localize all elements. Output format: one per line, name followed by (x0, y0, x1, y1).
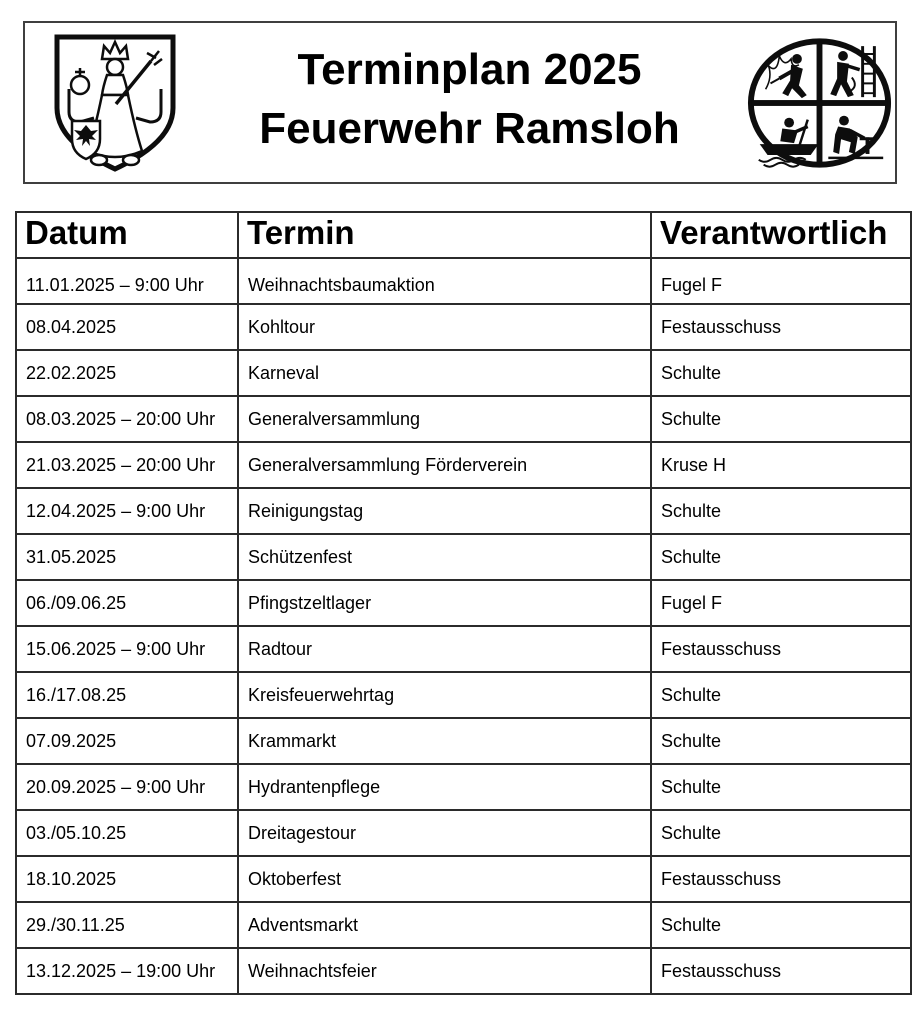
cell-termin: Pfingstzeltlager (238, 580, 651, 626)
title-line-1: Terminplan 2025 (297, 44, 642, 94)
cell-verantwortlich: Schulte (651, 718, 911, 764)
table-row (16, 580, 911, 626)
table-row (16, 856, 911, 902)
cell-datum: 03./05.10.25 (16, 810, 238, 856)
cell-termin: Kreisfeuerwehrtag (238, 672, 651, 718)
page-title (187, 40, 752, 158)
cell-datum: 12.04.2025 – 9:00 Uhr (16, 488, 238, 534)
cell-datum: 06./09.06.25 (16, 580, 238, 626)
cell-verantwortlich: Schulte (651, 810, 911, 856)
cell-termin: Oktoberfest (238, 856, 651, 902)
cell-verantwortlich: Schulte (651, 764, 911, 810)
cell-verantwortlich: Schulte (651, 350, 911, 396)
cell-termin: Generalversammlung Förderverein (238, 442, 651, 488)
feuerwehr-emblem-icon (746, 36, 893, 170)
cell-termin: Krammarkt (238, 718, 651, 764)
table-row (16, 442, 911, 488)
cell-verantwortlich: Schulte (651, 534, 911, 580)
cell-verantwortlich: Schulte (651, 396, 911, 442)
cell-datum: 11.01.2025 – 9:00 Uhr (16, 258, 238, 304)
column-header-datum: Datum (16, 212, 238, 258)
cell-datum: 08.04.2025 (16, 304, 238, 350)
table-row (16, 304, 911, 350)
cell-verantwortlich: Fugel F (651, 258, 911, 304)
table-row (16, 764, 911, 810)
cell-verantwortlich: Kruse H (651, 442, 911, 488)
cell-datum: 08.03.2025 – 20:00 Uhr (16, 396, 238, 442)
cell-datum: 31.05.2025 (16, 534, 238, 580)
schedule-table-body (16, 258, 911, 994)
cell-verantwortlich: Festausschuss (651, 626, 911, 672)
cell-termin: Dreitagestour (238, 810, 651, 856)
cell-verantwortlich: Festausschuss (651, 948, 911, 994)
table-row (16, 258, 911, 304)
table-row (16, 626, 911, 672)
cell-verantwortlich: Schulte (651, 488, 911, 534)
column-header-verantwortlich: Verantwortlich (651, 212, 911, 258)
cell-datum: 15.06.2025 – 9:00 Uhr (16, 626, 238, 672)
cell-datum: 21.03.2025 – 20:00 Uhr (16, 442, 238, 488)
table-row (16, 902, 911, 948)
cell-termin: Hydrantenpflege (238, 764, 651, 810)
cell-datum: 18.10.2025 (16, 856, 238, 902)
cell-verantwortlich: Schulte (651, 902, 911, 948)
table-header-row (16, 212, 911, 258)
header-banner (23, 21, 897, 184)
cell-datum: 20.09.2025 – 9:00 Uhr (16, 764, 238, 810)
table-row (16, 534, 911, 580)
table-row (16, 396, 911, 442)
schedule-table (15, 211, 912, 995)
cell-termin: Radtour (238, 626, 651, 672)
cell-termin: Weihnachtsfeier (238, 948, 651, 994)
saterland-crest-icon (49, 32, 181, 174)
cell-termin: Kohltour (238, 304, 651, 350)
table-row (16, 488, 911, 534)
cell-termin: Weihnachtsbaumaktion (238, 258, 651, 304)
table-row (16, 948, 911, 994)
cell-termin: Reinigungstag (238, 488, 651, 534)
cell-datum: 07.09.2025 (16, 718, 238, 764)
cell-termin: Generalversammlung (238, 396, 651, 442)
cell-verantwortlich: Festausschuss (651, 304, 911, 350)
cell-termin: Schützenfest (238, 534, 651, 580)
table-row (16, 810, 911, 856)
cell-termin: Adventsmarkt (238, 902, 651, 948)
table-row (16, 350, 911, 396)
cell-datum: 29./30.11.25 (16, 902, 238, 948)
table-row (16, 672, 911, 718)
cell-verantwortlich: Festausschuss (651, 856, 911, 902)
cell-datum: 13.12.2025 – 19:00 Uhr (16, 948, 238, 994)
cell-datum: 16./17.08.25 (16, 672, 238, 718)
cell-verantwortlich: Schulte (651, 672, 911, 718)
cell-verantwortlich: Fugel F (651, 580, 911, 626)
table-row (16, 718, 911, 764)
title-line-2: Feuerwehr Ramsloh (259, 103, 680, 153)
cell-termin: Karneval (238, 350, 651, 396)
cell-datum: 22.02.2025 (16, 350, 238, 396)
column-header-termin: Termin (238, 212, 651, 258)
